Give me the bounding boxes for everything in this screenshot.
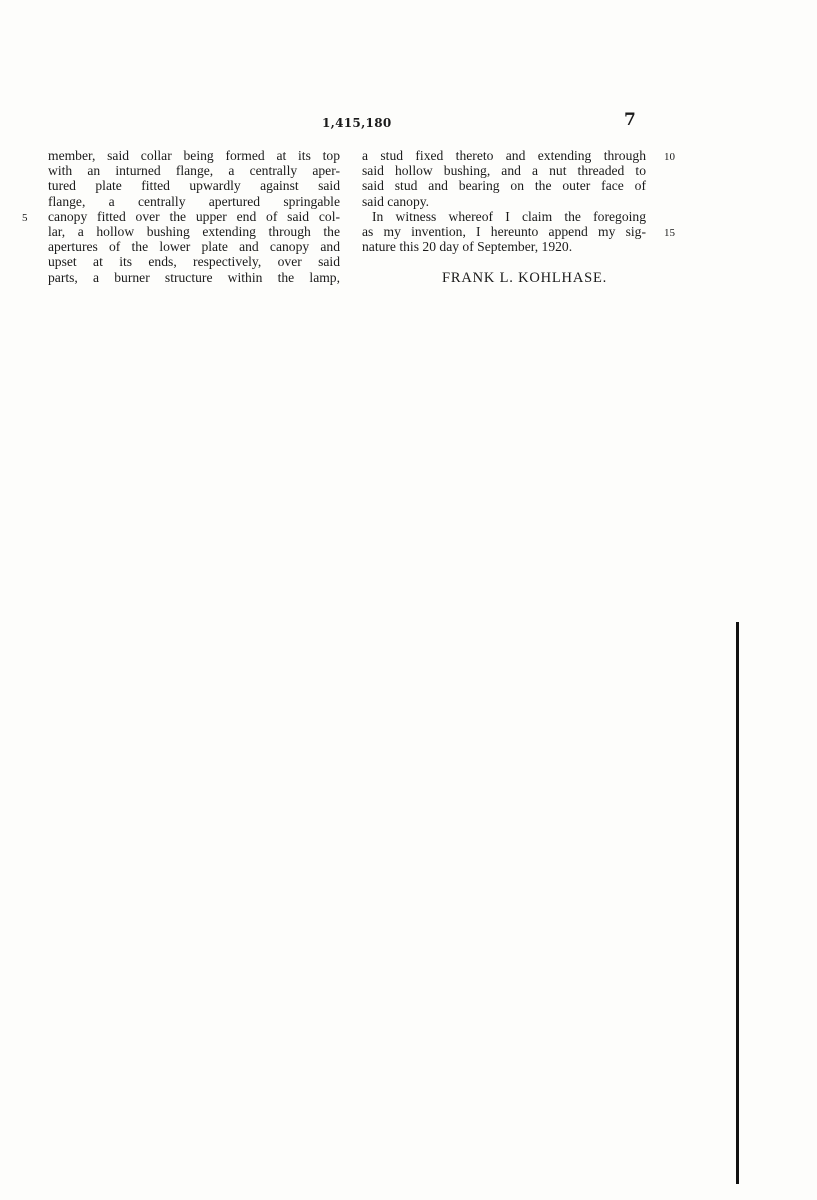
- text-line: said stud and bearing on the outer face of: [362, 178, 646, 194]
- text-line: In witness whereof I claim the foregoing: [372, 208, 646, 224]
- text-line: member, said collar being formed at its top: [48, 148, 340, 163]
- text-line: upset at its ends, respectively, over said: [48, 254, 340, 270]
- text-line: as my invention, I hereunto append my sig-: [362, 224, 646, 240]
- text-line: a stud fixed thereto and extending through: [362, 148, 646, 163]
- patent-number: 1,415,180: [322, 116, 392, 130]
- text-line: flange, a centrally apertured springable: [48, 193, 340, 209]
- signature: FRANK L. KOHLHASE.: [442, 270, 608, 286]
- text-line: said hollow bushing, and a nut threaded to: [362, 163, 646, 179]
- scan-edge-line: [736, 622, 739, 1184]
- page-number: 7: [624, 110, 637, 130]
- text-line: with an inturned flange, a centrally aper-: [48, 163, 340, 179]
- right-column: [362, 148, 646, 254]
- line-number: 15: [664, 227, 675, 239]
- text-line: said canopy.: [362, 193, 430, 209]
- text-line: parts, a burner structure within the lamp,: [48, 269, 340, 285]
- line-number: 10: [664, 151, 675, 163]
- text-line: apertures of the lower plate and canopy and: [48, 239, 340, 255]
- text-line: nature this 20 day of September, 1920.: [362, 239, 573, 255]
- text-line: canopy fitted over the upper end of said col-: [48, 208, 340, 224]
- text-line: lar, a hollow bushing extending through the: [48, 224, 340, 240]
- line-number: 5: [22, 212, 28, 224]
- text-line: tured plate fitted upwardly against said: [48, 178, 340, 194]
- left-column: [48, 148, 340, 285]
